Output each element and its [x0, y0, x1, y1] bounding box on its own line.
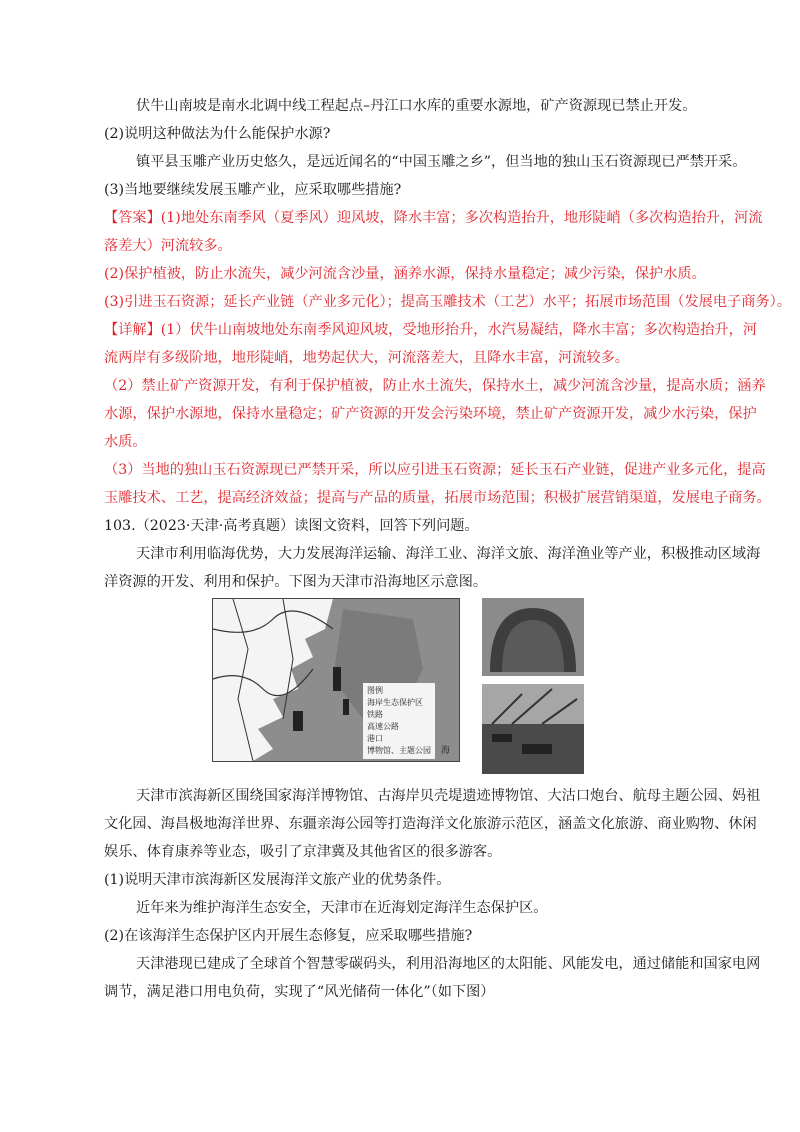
- legend-item: 铁路: [367, 710, 383, 719]
- paragraph-line: 天津市利用临海优势，大力发展海洋运输、海洋工业、海洋文旅、海洋渔业等产业，积极推动区域海: [136, 546, 761, 562]
- explanation-line: 水源，保护水源地，保持水量稳定；矿产资源的开发会污染环境，禁止矿产资源开发，减少水污染，保护: [104, 406, 757, 422]
- question-1: (1)说明天津市滨海新区发展海洋文旅产业的优势条件。: [104, 872, 451, 888]
- explanation-line: 水质。: [104, 434, 147, 450]
- legend-title: 图例: [367, 686, 383, 695]
- legend-item: 港口: [367, 734, 383, 743]
- answer-line: 落差大）河流较多。: [104, 238, 232, 254]
- port-photo: [482, 684, 584, 774]
- question-103-heading: 103.（2023·天津·高考真题）读图文资料，回答下列问题。: [104, 518, 479, 534]
- paragraph-line: 洋资源的开发、利用和保护。下图为天津市沿海地区示意图。: [104, 574, 488, 590]
- museum-photo-image: [482, 598, 584, 676]
- map-legend: [363, 683, 435, 759]
- explanation-line: 【详解】(1）伏牛山南坡地处东南季风迎风坡，受地形抬升，水汽易凝结，降水丰富；多次构造抬升，河: [104, 322, 758, 338]
- question-2: (2)在该海洋生态保护区内开展生态修复，应采取哪些措施?: [104, 928, 473, 944]
- paragraph-line: 近年来为维护海洋生态安全，天津市在近海划定海洋生态保护区。: [136, 900, 548, 916]
- museum-photo: [482, 598, 584, 676]
- explanation-line: 流两岸有多级阶地，地形陡峭，地势起伏大，河流落差大，且降水丰富，河流较多。: [104, 350, 629, 366]
- port-photo-image: [482, 684, 584, 774]
- question-3: (3)当地要继续发展玉雕产业，应采取哪些措施?: [104, 182, 402, 198]
- legend-item: 高速公路: [367, 722, 399, 731]
- explanation-line: 玉雕技术、工艺，提高经济效益；提高与产品的质量，拓展市场范围；积极扩展营销渠道，发展电子商务。: [104, 490, 771, 506]
- question-2: (2)说明这种做法为什么能保护水源?: [104, 126, 331, 142]
- paragraph-line: 镇平县玉雕产业历史悠久，是远近闻名的“中国玉雕之乡”，但当地的独山玉石资源现已严禁开采。: [136, 154, 747, 170]
- tianjin-coastal-figure: [212, 598, 584, 774]
- answer-line: 【答案】(1)地处东南季风（夏季风）迎风坡，降水丰富；多次构造抬升，地形陡峭（多次构造抬升，河流: [104, 210, 763, 226]
- paragraph-line: 文化园、海昌极地海洋世界、东疆亲海公园等打造海洋文化旅游示范区，涵盖文化旅游、商业购物、休闲: [104, 816, 757, 832]
- sea-label: 海: [441, 746, 451, 756]
- legend-item: 博物馆、主题公园: [367, 746, 431, 755]
- paragraph-line: 天津港现已建成了全球首个智慧零碳码头，利用沿海地区的太阳能、风能发电，通过储能和国家电网: [136, 956, 761, 972]
- explanation-line: （3）当地的独山玉石资源现已严禁开采，所以应引进玉石资源；延长玉石产业链，促进产业多元化，提高: [104, 462, 766, 478]
- paragraph-line: 伏牛山南坡是南水北调中线工程起点–丹江口水库的重要水源地，矿产资源现已禁止开发。: [136, 98, 697, 114]
- explanation-line: （2）禁止矿产资源开发，有利于保护植被，防止水土流失，保持水土，减少河流含沙量，提高水质；涵养: [104, 378, 766, 394]
- paragraph-line: 调节，满足港口用电负荷，实现了“风光储荷一体化”（如下图）: [104, 984, 495, 1000]
- tianjin-coast-map: [212, 598, 460, 762]
- paragraph-line: 天津市滨海新区围绕国家海洋博物馆、古海岸贝壳堤遗迹博物馆、大沽口炮台、航母主题公园、妈祖: [136, 788, 761, 804]
- answer-line: (2)保护植被，防止水流失，减少河流含沙量，涵养水源，保持水量稳定；减少污染，保护水质。: [104, 266, 706, 282]
- legend-item: 海岸生态保护区: [367, 698, 423, 707]
- paragraph-line: 娱乐、体育康养等业态，吸引了京津冀及其他省区的很多游客。: [104, 844, 502, 860]
- answer-line: (3)引进玉石资源；延长产业链（产业多元化）；提高玉雕技术（工艺）水平；拓展市场范围（发展电子商务）。: [104, 294, 791, 310]
